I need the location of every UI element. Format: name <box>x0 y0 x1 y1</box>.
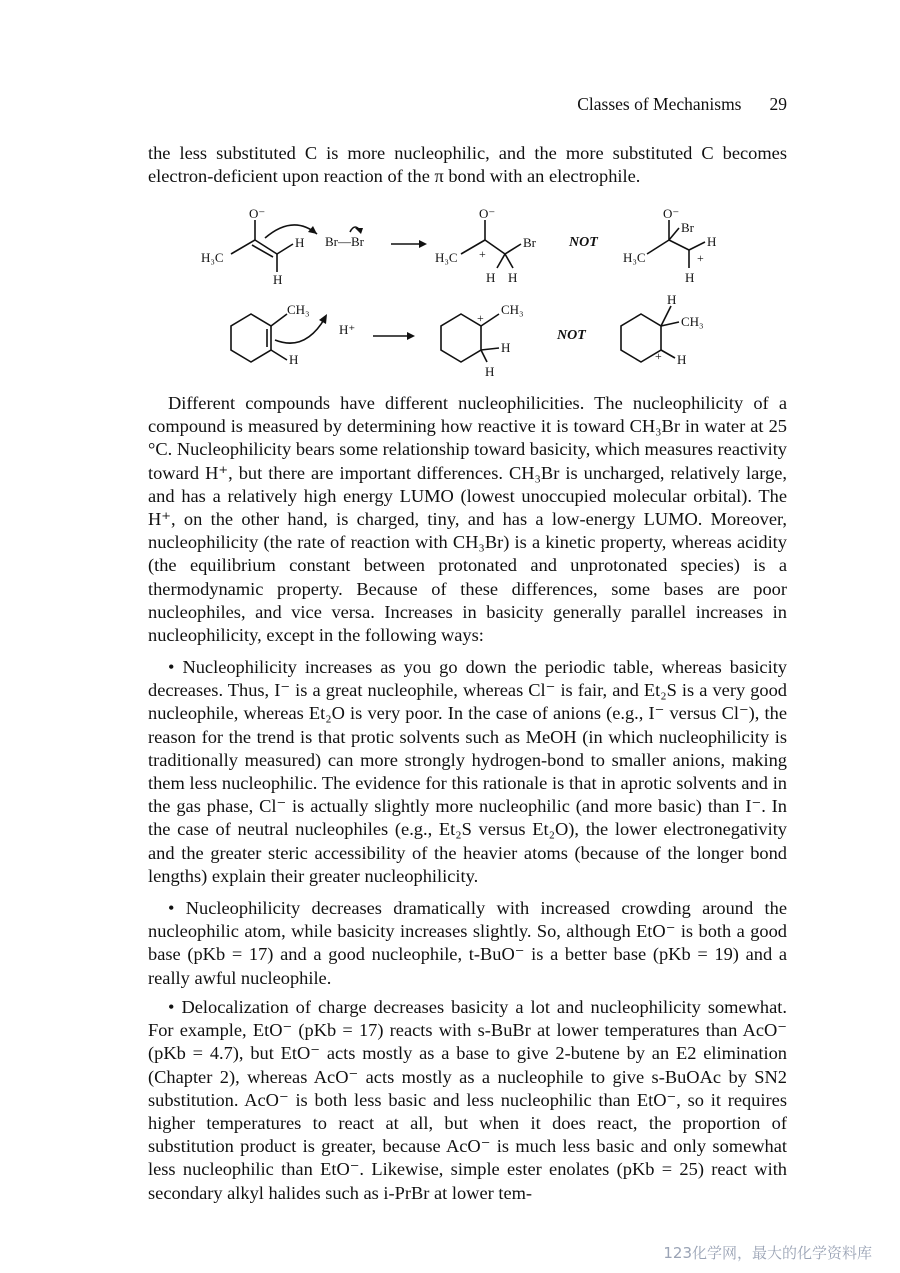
cation-plus: + <box>697 251 704 265</box>
cyclohexene-reactant <box>231 302 355 367</box>
h-label: H <box>508 270 518 285</box>
not-label: NOT <box>569 235 598 250</box>
page-number: 29 <box>769 94 787 114</box>
o-minus-label: O⁻ <box>663 206 680 221</box>
cation-plus: + <box>477 311 484 325</box>
h-label: H <box>685 270 695 285</box>
h-label: H <box>707 234 717 249</box>
h3c-label: H₃C <box>435 250 458 265</box>
br-label: Br <box>681 220 694 235</box>
o-minus-label: O⁻ <box>249 206 266 221</box>
reaction-arrow <box>391 240 427 248</box>
bromine-molecule <box>325 227 365 249</box>
h-label: H <box>295 235 305 250</box>
cation-plus: + <box>655 349 662 363</box>
watermark: 123化学网，最大的化学资料库 <box>663 1244 872 1262</box>
ch3-label: CH₃ <box>681 314 704 329</box>
reaction-arrow <box>373 332 415 340</box>
carbocation-incorrect <box>621 292 704 367</box>
br-br-label: Br—Br <box>325 234 364 249</box>
reaction-scheme <box>195 202 735 382</box>
arrowhead <box>308 226 317 234</box>
product-correct <box>435 206 537 285</box>
cation-plus: + <box>479 247 486 261</box>
product-incorrect <box>623 206 716 285</box>
running-title: Classes of Mechanisms <box>577 94 742 114</box>
bullet-steric-crowding: • Nucleophilicity decreases dramatically with increased crowding around the nucleophilic atom, while basicity increases slightly. So, although EtO⁻ is both a good base (pKb = 17) and a good nucleophile, t-BuO⁻ is a better base (pKb = 19) and a really awful nucleophile. <box>148 898 787 988</box>
ch3-label: CH₃ <box>287 302 310 317</box>
enolate-reactant <box>201 206 317 287</box>
carbocation-correct <box>441 302 524 379</box>
br-label: Br <box>523 235 536 250</box>
paragraph-intro: the less substituted C is more nucleophilic, and the more substituted C becomes electron-deficient upon reaction of the π bond with an electrophile. <box>148 143 787 187</box>
bullet-periodic-trend: • Nucleophilicity increases as you go down the periodic table, whereas basicity decreases. Thus, I⁻ is a great nucleophile, whereas Cl⁻ is fair, and Et₂S is a very good nucleophile, whereas Et₂O is very poor. In the case of anions (e.g., I⁻ versus Cl⁻), the reason for the trend is that protic solvents such as MeOH (in which nucleophilicity is traditionally measured) can more strongly hydrogen-bond to smaller anions, making them less nucleophilic. The evidence for this rationale is that in aprotic solvents and in the gas phase, Cl⁻ is actually slightly more nucleophilic (and more basic) than I⁻. In the case of neutral nucleophiles (e.g., Et₂S versus Et₂O), the lower electronegativity and the greater steric accessibility of the heavier atoms (because of the longer bond lengths) explain their greater nucleophilicity. <box>148 657 787 886</box>
h3c-label: H₃C <box>201 250 224 265</box>
curved-arrow <box>275 318 325 343</box>
ch3-label: CH₃ <box>501 302 524 317</box>
h-label: H <box>289 352 299 367</box>
bullet-delocalization: • Delocalization of charge decreases basicity a lot and nucleophilicity somewhat. For example, EtO⁻ (pKb = 17) reacts with s-BuBr at lower temperatures than AcO⁻ (pKb = 4.7), but EtO⁻ acts mostly as a base to give 2-butene by an E2 elimination (Chapter 2), whereas AcO⁻ acts mostly as a nucleophile to give s-BuOAc by SN2 substitution. AcO⁻ is both less basic and less nucleophilic than EtO⁻, so it requires higher temperatures to react at all, but when it does react, the proportion of substitution product is greater, because AcO⁻ is much less basic and only somewhat less nucleophilic than EtO⁻. Likewise, simple ester enolates (pKb = 25) react with secondary alkyl halides such as i-PrBr at lower tem- <box>148 997 787 1203</box>
h-label: H <box>486 270 496 285</box>
running-header <box>0 94 787 115</box>
o-minus-label: O⁻ <box>479 206 496 221</box>
h-label: H <box>677 352 687 367</box>
h3c-label: H₃C <box>623 250 646 265</box>
not-label: NOT <box>557 328 586 343</box>
h-label: H <box>273 272 283 287</box>
paragraph-nucleophilicity: Different compounds have different nucleophilicities. The nucleophilicity of a compound is measured by determining how reactive it is toward CH₃Br in water at 25 °C. Nucleophilicity bears some relationship toward basicity, which measures reactivity toward H⁺, but there are important differences. CH₃Br is uncharged, relatively large, and has a relatively high energy LUMO (lowest unoccupied molecular orbital). The H⁺, on the other hand, is charged, tiny, and has a low-energy LUMO. Moreover, nucleophilicity (the rate of reaction with CH₃Br) is a kinetic property, whereas acidity (the equilibrium constant between protonated and unprotonated species) is a thermodynamic property. Because of these differences, some bases are poor nucleophiles, and vice versa. Increases in basicity generally parallel increases in nucleophilicity, except in the following ways: <box>148 393 787 646</box>
h-label: H <box>501 340 511 355</box>
h-plus-label: H⁺ <box>339 322 356 337</box>
h-label: H <box>485 364 495 379</box>
h-label: H <box>667 292 677 307</box>
